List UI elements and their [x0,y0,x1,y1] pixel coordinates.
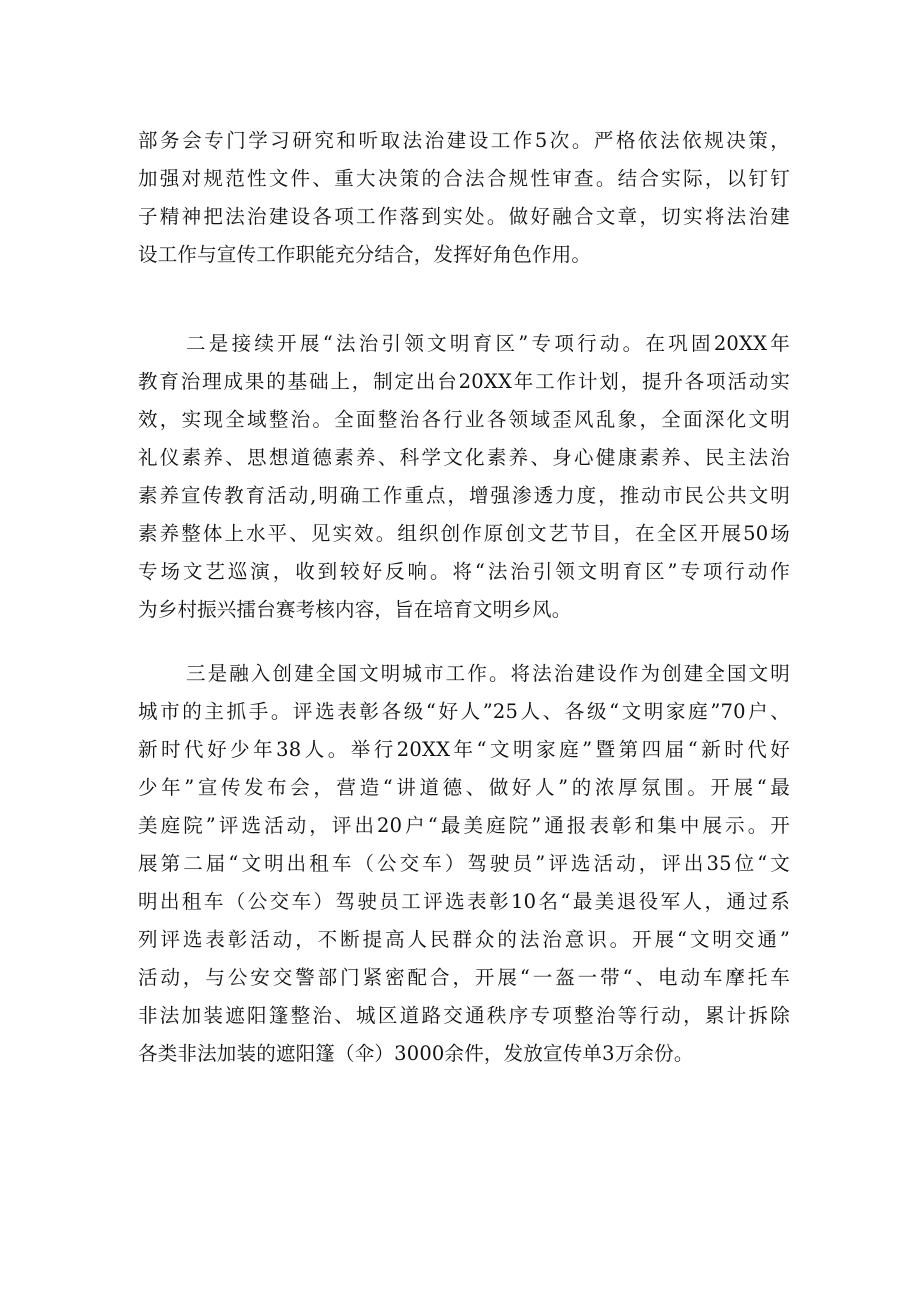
paragraph-civilized-city [138,655,790,1073]
text-line: 美庭院”评选活动，评出20户“最美庭院”通报表彰和集中展示。开 [138,814,790,837]
text-line: 设工作与宣传工作职能充分结合，发挥好角色作用。 [138,243,592,266]
text-line: 各类非法加装的遮阳篷（伞）3000余件，发放宣传单3万余份。 [138,1042,694,1065]
text-line: 少年”宣传发布会，营造“讲道德、做好人”的浓厚氛围。开展“最 [138,776,790,799]
text-line: 素养宣传教育活动,明确工作重点，增强渗透力度，推动市民公共文明 [138,484,790,507]
text-line: 加强对规范性文件、重大决策的合法合规性审查。结合实际，以钉钉 [138,167,790,190]
text-line: 子精神把法治建设各项工作落到实处。做好融合文章，切实将法治建 [138,205,790,228]
text-line: 非法加装遮阳篷整治、城区道路交通秩序专项整治等行动，累计拆除 [138,1004,790,1027]
text-line: 新时代好少年38人。举行20XX年“文明家庭”暨第四届“新时代好 [138,738,790,761]
paragraph-legal-construction [138,122,790,274]
text-line: 城市的主抓手。评选表彰各级“好人”25人、各级“文明家庭”70户、 [138,700,790,723]
text-line: 效，实现全域整治。全面整治各行业各领域歪风乱象，全面深化文明 [138,408,790,431]
text-line: 二是接续开展“法治引领文明育区”专项行动。在巩固20XX年 [186,332,790,355]
text-line: 教育治理成果的基础上，制定出台20XX年工作计划，提升各项活动实 [138,370,790,393]
text-line: 活动，与公安交警部门紧密配合，开展“一盔一带“、电动车摩托车 [138,966,790,989]
paragraph-special-action [138,325,790,629]
text-line: 部务会专门学习研究和听取法治建设工作5次。严格依法依规决策， [138,129,790,152]
text-line: 明出租车（公交车）驾驶员工评选表彰10名“最美退役军人，通过系 [138,890,790,913]
text-line: 为乡村振兴擂台赛考核内容，旨在培育文明乡风。 [138,598,572,621]
text-line: 礼仪素养、思想道德素养、科学文化素养、身心健康素养、民主法治 [138,446,790,469]
text-line: 专场文艺巡演，收到较好反响。将“法治引领文明育区”专项行动作 [138,560,790,583]
text-line: 列评选表彰活动，不断提高人民群众的法治意识。开展“文明交通” [138,928,790,951]
text-line: 素养整体上水平、见实效。组织创作原创文艺节目，在全区开展50场 [138,522,790,545]
text-line: 三是融入创建全国文明城市工作。将法治建设作为创建全国文明 [186,662,790,685]
text-line: 展第二届“文明出租车（公交车）驾驶员”评选活动，评出35位“文 [138,852,790,875]
